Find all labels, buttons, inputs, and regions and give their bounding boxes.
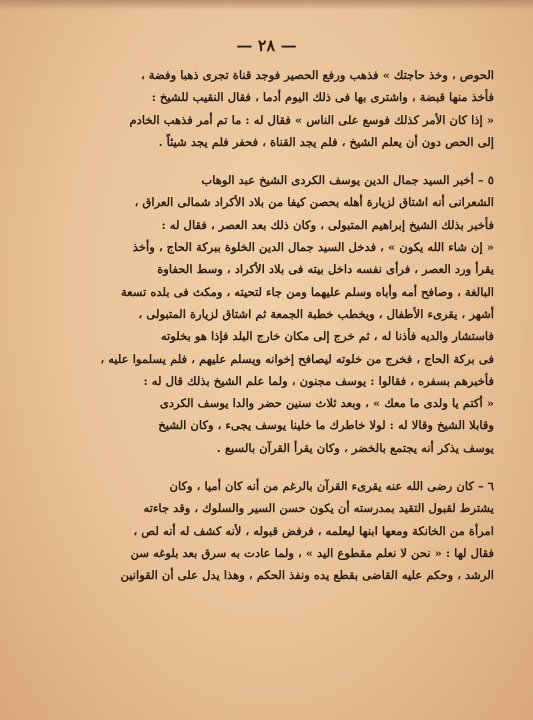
text-line: إلى الحص دون أن يعلم الشيخ ، فلم يجد القناة ، فحفر فلم يجد شيئاً . xyxy=(158,134,494,149)
text-line: يقرأ ورد العصر ، فرأى نفسه داخل بيته فى بلاد الأكراد ، وسط الحفاوة xyxy=(157,262,494,277)
paragraph-3 xyxy=(44,475,494,586)
text-line: يوسف يذكر أنه يجتمع بالخضر ، وكان يقرأ القرآن بالسبع . xyxy=(216,440,494,455)
text-line: يشترط لقبول التقيد بمدرسته أن يكون حسن السير والسلوك ، وقد جاءته xyxy=(143,501,494,516)
text-line: فقال لها : « نحن لا نعلم مقطوع اليد » ، ولما عادت به سرق بعد بلوغه سن xyxy=(130,545,494,560)
paragraph-1 xyxy=(44,64,494,153)
text-line: فأخبر بذلك الشيخ إبراهيم المتبولى ، وكان ذلك بعد العصر ، فقال له : xyxy=(161,217,494,232)
text-line: « إذا كان الأمر كذلك فوسع على الناس » فقال له : ما تم أمر فذهب الخادم xyxy=(129,112,494,127)
text-line: امرأة من الخانكة ومعها ابنها ليعلمه ، فرفض قبوله ، لأنه كشف له أنه لص ، xyxy=(133,523,494,538)
text-line: الحوص ، وخذ حاجتك » فذهب ورفع الحصير فوجد قناة تجرى ذهبا وفضة ، xyxy=(141,68,494,82)
text-line: أشهر ، يقرىء الأطفال ، ويخطب خطبة الجمعة ثم اشتاق لزيارة المتبولى ، xyxy=(138,306,494,321)
text-line: ٦ – كان رضى الله عنه يقرىء القرآن بالرغم من أنه كان أميا ، وكان xyxy=(169,479,494,494)
text-line: فأخذ منها قبضة ، واشترى بها فى ذلك اليوم أدما ، فقال النقيب للشيخ : xyxy=(151,90,494,105)
text-line: « إن شاء الله يكون » ، فدخل السيد جمال الدين الخلوة ببركة الحاج ، وأخذ xyxy=(132,240,494,255)
text-line: « أكتم يا ولدى ما معك » ، وبعد ثلاث سنين حضر والدا يوسف الكردى xyxy=(159,396,494,411)
text-line: البالغة ، وصافح أمه وأباه وسلم عليهما ومن جاء لتحيته ، ومكث فى بلده تسعة xyxy=(120,284,494,299)
text-line: فى بركة الحاج ، فخرج من خلوته ليصافح إخوانه ويسلم عليهم ، فلم يسلموا عليه ، xyxy=(100,351,494,366)
body-text xyxy=(44,64,494,587)
text-line: الرشد ، وحكم عليه القاضى بقطع يده ونفذ الحكم ، وهذا يدل على أن القوانين xyxy=(120,568,494,583)
page-edge-shadow xyxy=(0,0,533,10)
text-line: الشعرانى أنه اشتاق لزيارة أهله بحصن كيفا من بلاد الأكراد شمالى العراق ، xyxy=(134,195,494,210)
paragraph-2 xyxy=(44,169,494,459)
page-number: — ٢٨ — xyxy=(236,36,297,55)
text-line: فاستشار والديه فأذنا له ، ثم خرج إلى مكان خارج البلد فإذا هو بخلوته xyxy=(160,329,494,344)
text-line: فأخبرهم بسفره ، فقالوا : يوسف مجنون ، ولما علم الشيخ بذلك قال له : xyxy=(143,373,494,388)
text-line: ٥ – أخبر السيد جمال الدين يوسف الكردى الشيخ عبد الوهاب xyxy=(201,173,494,188)
text-line: وقابلا الشيخ وقالا له : لولا خاطرك ما خلينا يوسف يجىء ، وكان الشيخ xyxy=(158,418,494,433)
